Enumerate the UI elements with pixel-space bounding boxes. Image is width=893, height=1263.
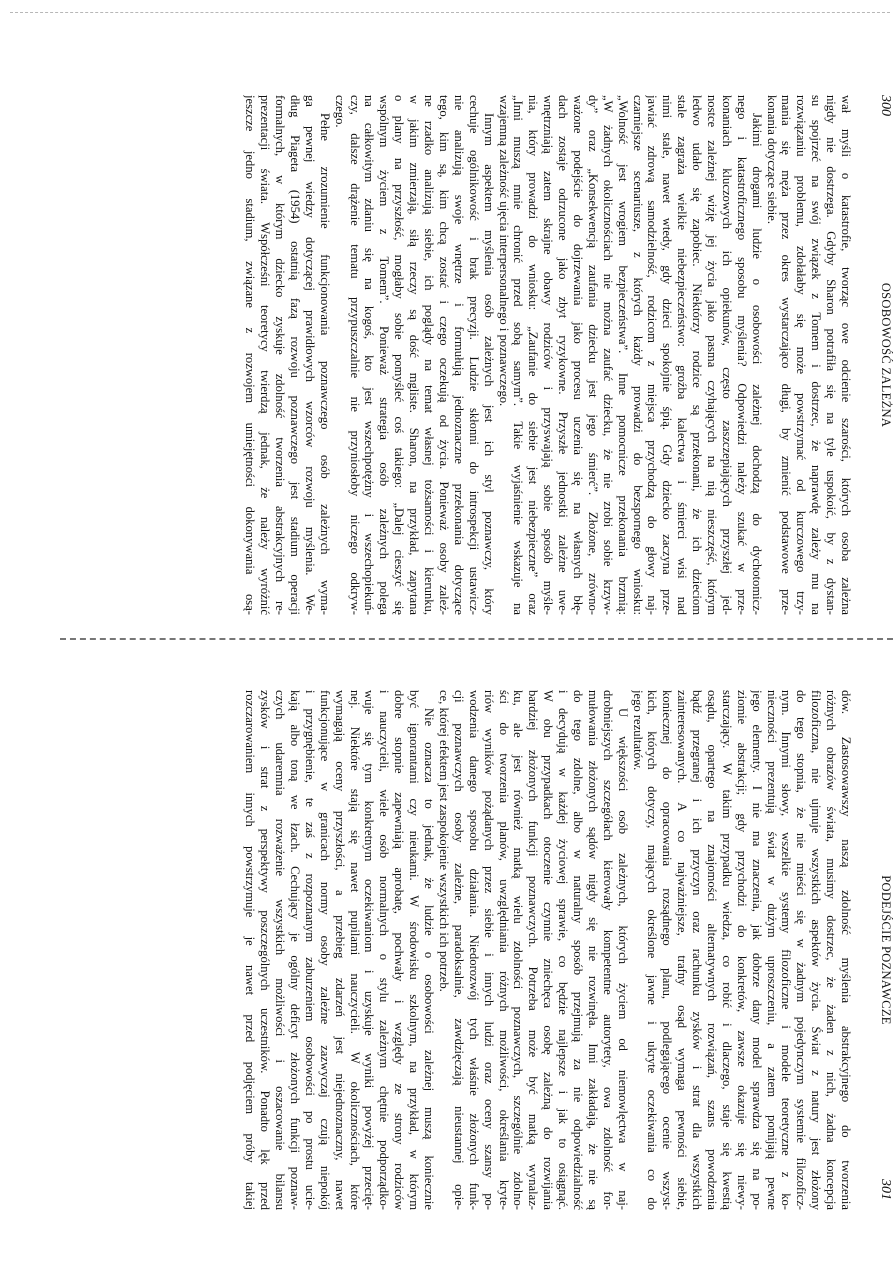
text-line: ledwo udało się zapobiec. Niektórzy rodzice są przekonani, że ich dzieciom xyxy=(690,95,705,615)
text-line: drobniejszych szczegółach kierowały kompetentne autorytety, owa zdolność for- xyxy=(600,690,615,1210)
text-line: wuje się tym konkretnym oczekiwaniom i uzyskuje wyniki powyżej przecięt- xyxy=(362,690,377,1210)
text-line: czarniejsze scenariusze, z których każdy prowadzi do bezspornego wniosku: xyxy=(630,95,645,615)
text-line: wodzenia danego sposobu działania. Niedorozwój tych właśnie złożonych funk- xyxy=(466,690,481,1210)
page-301 xyxy=(58,690,893,1230)
text-line: i decydują w każdej życiowej sprawie, co będzie najlepsze i jak to osiągnąć. xyxy=(556,690,571,1210)
book-fold-gutter xyxy=(60,638,893,642)
text-line: na całkowitym zdaniu się na kogoś, kto jest wszechpotężny i wszechopiekuń- xyxy=(362,95,377,615)
text-line: filozoficzna, nie ujmuje wszystkich aspektów życia. Świat z natury jest złożony xyxy=(809,690,824,1210)
text-line: bądź przegranej i ich przyczyn oraz rachunku zysków i strat dla wszystkich xyxy=(690,690,705,1210)
text-line: Jakimi drogami ludzie o osobowości zależnej dochodzą do dychotomicz- xyxy=(749,113,764,615)
text-line: wnętrzniają zatem skrajne obawy rodziców i przyswajają sobie sposób myśle- xyxy=(541,95,556,615)
text-line: wspólnym życiem z Tomem”. Ponieważ strategia osób zależnych polega xyxy=(377,95,392,615)
text-line: ziomie abstrakcji; gdy przychodzi do konkretów, zawsze okazuje się niewy- xyxy=(734,690,749,1210)
text-line: nej. Niektóre stają się nawet pupilami nauczycieli. W okolicznościach, które xyxy=(347,690,362,1210)
running-head-title: OSOBOWOŚĆ ZALEŻNA xyxy=(879,282,893,428)
text-line: „Wolność jest wrogiem bezpieczeństwa”. Inne pomocnicze przekonania brzmią: xyxy=(615,95,630,615)
text-line: nieczności prezentują świat w dużym uproszczeniu, a zatem pomijają pewne xyxy=(764,690,779,1210)
text-line: koniecznej do opracowania rozsądnego planu, podlegającego ocenie wszyst- xyxy=(660,690,675,1210)
text-line: osądu, opartego na znajomości alternatywnych rozwiązań, szans powodzenia xyxy=(704,690,719,1210)
text-line: zysków i strat z perspektywy poszczególnych uczestników. Ponadto lęk przed xyxy=(258,690,273,1210)
text-line: su spojrzeć na swój związek z Tomem i dostrzec, że naprawdę zależy mu na xyxy=(809,95,824,615)
scan-edge-top xyxy=(10,12,890,16)
text-line: i przygnębienie, te zaś z rozpoznanym zaburzeniem osobowości po prostu ucie- xyxy=(302,690,317,1210)
page-number: 300 xyxy=(878,95,893,116)
text-line: konaniach kluczowych ich opiekunów, często zaszczepiających przyszłej jed- xyxy=(719,95,734,615)
text-line: kich, których dotyczy, mających określone jawne i ukryte oczekiwania co do xyxy=(645,690,660,1210)
text-line: rozwiązaniu problemu, zdołałaby się może powstrzymać od kurczowego trzy- xyxy=(794,95,809,615)
text-line: w jakim zmierzają, siłą rzeczy są dość mgliste. Sharon, na przykład, zapytana xyxy=(407,95,422,615)
text-line: jego elementy. I nie ma znaczenia, jak dobrze dany model sprawdza się na po- xyxy=(749,690,764,1210)
page-body-text xyxy=(242,690,853,1210)
text-line: „Inni muszą mnie chronić przed sobą samym”. Takie wyjaśnienie wskazuje na xyxy=(511,95,526,615)
page-number: 301 xyxy=(878,1179,893,1200)
text-line: jawiać zdrową samodzielność, rodzicom z miejsca przychodzą do głowy naj- xyxy=(645,95,660,615)
text-line: dy” oraz „Konsekwencją zaufania dziecku jest jego śmierć”. Złożone, zrówno- xyxy=(585,95,600,615)
text-line: Innym aspektem myślenia osób zależnych jest ich styl poznawczy, który xyxy=(481,113,496,615)
text-line: o plany na przyszłość, mogłaby sobie pomyśleć coś takiego: „Dalej cieszyć się xyxy=(392,95,407,615)
text-line: dów. Zastosowawszy naszą zdolność myślenia abstrakcyjnego do tworzenia xyxy=(839,690,853,1210)
text-line: jeszcze jedno stadium, związane z rozwojem umiejętności dokonywania osą- xyxy=(243,95,258,615)
text-line: jego rezultatów. xyxy=(630,690,645,771)
text-line: zainteresowanych. A co najważniejsze, trafny osąd wymaga pewności siebie, xyxy=(675,690,690,1210)
text-line: cji poznawczych osoby zależne, paradoksalnie, zawdzięczają nieustannej opie- xyxy=(451,690,466,1210)
text-line: ce, której efektem jest zaspokojenie wszystkich ich potrzeb. xyxy=(436,690,451,992)
text-line: czy, dalsze drążenie tematu przypuszczalnie nie przyniosłoby niczego odkryw- xyxy=(347,95,362,615)
running-head-title: PODEJŚCIE POZNAWCZE xyxy=(879,875,893,1025)
text-line: cechuje ogólnikowość i brak precyzji. Ludzie skłonni do introspekcji ustawicz- xyxy=(466,95,481,615)
text-line: czych udaremnia rozważenie wszystkich możliwości i oszacowanie bilansu xyxy=(273,690,288,1210)
text-line: „W żadnych okolicznościach nie można zaufać dziecku, że nie zrobi sobie krzyw- xyxy=(600,95,615,615)
page-body-text xyxy=(242,95,853,615)
text-line: ga pewnej wiedzy dotyczącej prawidłowych wzorców rozwoju myślenia. We- xyxy=(302,95,317,615)
text-line: prezentacji świata. Współcześni teoretycy twierdzą jednak, że należy wyróżnić xyxy=(258,95,273,615)
text-line: czego. xyxy=(332,95,347,128)
text-line: tego, kim są, kim chcą zostać i czego oczekują od życia. Ponieważ osoby zależ- xyxy=(436,95,451,615)
text-line: funkcjonujące w granicach normy osoby zależne zazwyczaj czują niepokój xyxy=(317,690,332,1210)
text-line: stale zagraża wielkie niebezpieczeństwo: groźba kalectwa i śmierci wisi nad xyxy=(675,95,690,615)
text-line: do tego stopnia, że nie mieści się w żadnym pojedynczym systemie filozoficz- xyxy=(794,690,809,1210)
text-line: mania się męża przez okres wystarczająco długi, by zmienić podstawowe prze- xyxy=(779,95,794,615)
text-line: i nauczycieli, wiele osób normalnych o stylu zależnym chętnie podporządko- xyxy=(377,690,392,1210)
text-line: nie analizują swoje wnętrze i formułują jednoznaczne przekonania dotyczące xyxy=(451,95,466,615)
text-line: kają albo toną we łzach. Cechujący je ogólny deficyt złożonych funkcji poznaw- xyxy=(288,690,303,1210)
text-line: dług Piageta (1954) ostatnią fazą rozwoju poznawczego jest stadium operacji xyxy=(288,95,303,615)
text-line: dach zostaje odrzucone jako zbyt ryzykowne. Przyszłe jednostki zależne uwe- xyxy=(556,95,571,615)
text-line: nimi stale, nawet wtedy, gdy dzieci spokojnie śpią. Gdy dziecko zaczyna prze- xyxy=(660,95,675,615)
running-head xyxy=(871,690,893,1210)
text-line: dobre stopnie zapewniają aprobatę, pochwały i względy ze strony rodziców xyxy=(392,690,407,1210)
text-line: ści do tworzenia planów, uwzględniania różnych możliwości, określania kryte- xyxy=(496,690,511,1210)
text-line: Nie oznacza to jednak, że ludzie o osobowości zależnej muszą koniecznie xyxy=(422,708,437,1210)
text-line: wzajemną zależność ujęcia interpersonalnego i poznawczego. xyxy=(496,95,511,407)
text-line: bardziej złożonych funkcji poznawczych. Potrzeba może być matką wynalaz- xyxy=(526,690,541,1210)
text-line: ku, ale jest również matką wielu zdolności poznawczych, szczególnie zdolno- xyxy=(511,690,526,1210)
text-line: mułowania złożonych sądów nigdy się nie rozwinęła. Inni zakładają, że nie są xyxy=(585,690,600,1210)
page-300 xyxy=(58,95,893,635)
text-line: ważone podejście do dojrzewania jako procesu uczenia się na własnych błę- xyxy=(570,95,585,615)
text-line: formalnych, w którym dziecko zyskuje zdolność tworzenia abstrakcyjnych re- xyxy=(273,95,288,615)
text-line: nia, który prowadzi do wniosku: „Zaufanie do siebie jest niebezpieczne” oraz xyxy=(526,95,541,615)
running-head xyxy=(871,95,893,615)
text-line: nego i katastroficznego sposobu myślenia? Odpowiedzi należy szukać w prze- xyxy=(734,95,749,615)
text-line: różnych obrazów świata, musimy dostrzec, że żaden z nich, żadna koncepcja xyxy=(824,690,839,1210)
text-line: wymagają oceny przyszłości, a przebieg zdarzeń jest niejednoznaczny, nawet xyxy=(332,690,347,1210)
text-line: nostce zależnej wizję jej życia jako pasma czyhających na nią nieszczęść, którym xyxy=(704,95,719,615)
text-line: nigdy nie dostrzega. Gdyby Sharon potrafiła się na tyle uspokoić, by z dystan- xyxy=(824,95,839,615)
text-line: konania dotyczące siebie. xyxy=(764,95,779,225)
text-line: nym. Innymi słowy, wszelkie systemy filozoficzne i modele teoretyczne z ko- xyxy=(779,690,794,1210)
text-line: riów wyników pożądanych przez siebie i innych ludzi oraz oceny szansy po- xyxy=(481,690,496,1210)
text-line: wał myśli o katastrofie, tworząc owe odcienie szarości, których osoba zależna xyxy=(839,95,853,615)
text-line: U większości osób zależnych, których życiem od niemowlęctwa w naj- xyxy=(615,708,630,1210)
text-line: do tego zdolne, albo w naturalny sposób przejmują za nie odpowiedzialność xyxy=(570,690,585,1210)
text-line: być ignorantami czy nieukami. W środowisku szkolnym, na przykład, w którym xyxy=(407,690,422,1210)
text-line: rozczarowaniem innych powstrzymuje je nawet przed podjęciem próby takiej xyxy=(243,690,258,1210)
text-line: ne rzadko analizują siebie, ich poglądy na temat własnej tożsamości i kierunku, xyxy=(422,95,437,615)
text-line: Pełne zrozumienie funkcjonowania poznawczego osób zależnych wyma- xyxy=(317,113,332,615)
text-line: starczający. W takim przypadku wiedza, co robić i dlaczego, staje się kwestią xyxy=(719,690,734,1210)
text-line: W obu przypadkach otoczenie czynnie zniechęca osobę zależną do rozwijania xyxy=(541,690,556,1210)
